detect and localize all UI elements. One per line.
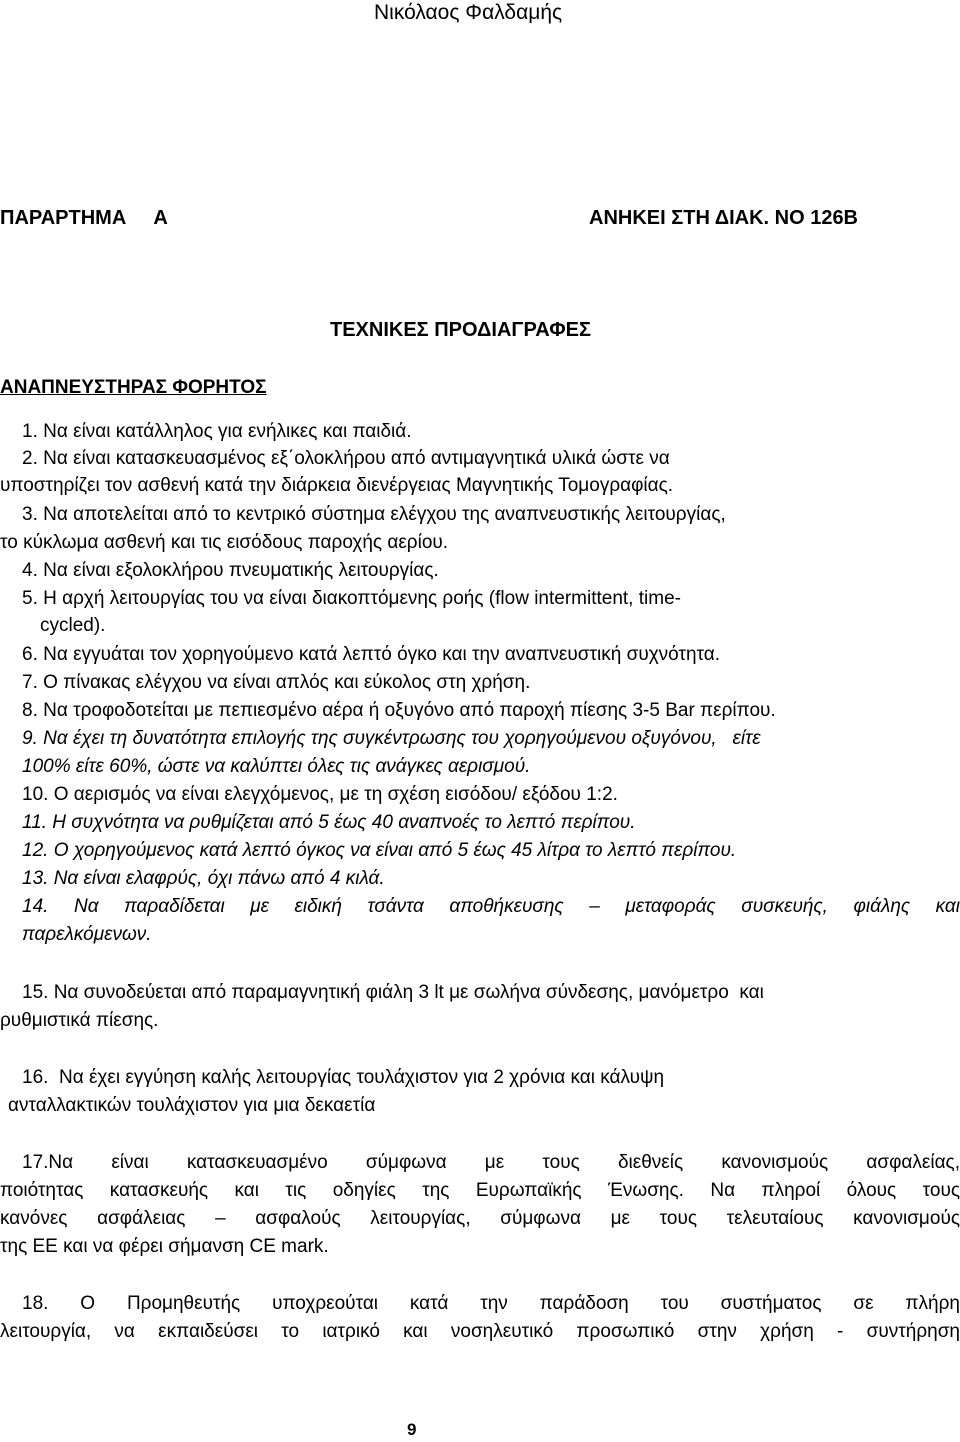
annex-label: ΠΑΡΑΡΤΗΜΑ Α [0,207,168,229]
list-item: 12. Ο χορηγούμενος κατά λεπτό όγκος να είναι από 5 έως 45 λίτρα το λεπτό περίπου. [22,840,737,861]
product-title: ΑΝΑΠΝΕΥΣΤΗΡΑΣ ΦΟΡΗΤΟΣ [0,377,267,398]
specs-title: ΤΕΧΝΙΚΕΣ ΠΡΟΔΙΑΓΡΑΦΕΣ [330,319,591,341]
list-item: 18. Ο Προμηθευτής υποχρεούται κατά την παράδοση του συστήματος σε πλήρη [22,1293,960,1314]
list-item: 2. Να είναι κατασκευασμένος εξ΄ολοκλήρου από αντιμαγνητικά υλικά ώστε να [22,448,670,469]
list-item: 13. Να είναι ελαφρύς, όχι πάνω από 4 κιλά. [22,868,385,889]
list-item: ποιότητας κατασκευής και τις οδηγίες της Ευρωπαϊκής Ένωσης. Να πληροί όλους τους [0,1180,960,1201]
author-name: Νικόλαος Φαλδαμής [374,1,563,24]
list-item: 3. Να αποτελείται από το κεντρικό σύστημα ελέγχου της αναπνευστικής λειτουργίας, [22,504,726,525]
list-item: ανταλλακτικών τουλάχιστον για μια δεκαετία [8,1095,376,1116]
list-item: 5. Η αρχή λειτουργίας του να είναι διακοπτόμενης ροής (flow intermittent, time- [22,588,681,609]
list-item: 6. Να εγγυάται τον χορηγούμενο κατά λεπτό όγκο και την αναπνευστική συχνότητα. [22,644,721,665]
list-item: 8. Να τροφοδοτείται με πεπιεσμένο αέρα ή οξυγόνο από παροχή πίεσης 3-5 Bar περίπου. [22,700,776,721]
list-item: το κύκλωμα ασθενή και τις εισόδους παροχής αερίου. [0,532,449,553]
list-item: λειτουργία, να εκπαιδεύσει το ιατρικό και νοσηλευτικό προσωπικό στην χρήση - συντήρηση [0,1321,960,1342]
list-item: 16. Να έχει εγγύηση καλής λειτουργίας τουλάχιστον για 2 χρόνια και κάλυψη [22,1067,665,1088]
list-item: της ΕΕ και να φέρει σήμανση CE mark. [0,1236,329,1257]
list-item: 15. Να συνοδεύεται από παραμαγνητική φιάλη 3 lt με σωλήνα σύνδεσης, μανόμετρο και [22,982,764,1003]
list-item: 17.Να είναι κατασκευασμένο σύμφωνα με τους διεθνείς κανονισμούς ασφαλείας, [22,1152,960,1173]
list-item: ρυθμιστικά πίεσης. [0,1010,159,1031]
page-number: 9 [407,1420,417,1439]
list-item: κανόνες ασφάλειας – ασφαλούς λειτουργίας, σύμφωνα με τους τελευταίους κανονισμούς [0,1208,960,1229]
tender-reference: ΑΝΗΚΕΙ ΣΤΗ ΔΙΑΚ. ΝΟ 126Β [589,207,859,229]
list-item: 4. Να είναι εξολοκλήρου πνευματικής λειτουργίας. [22,560,439,581]
list-item: 1. Να είναι κατάλληλος για ενήλικες και παιδιά. [22,421,412,442]
list-item: 100% είτε 60%, ώστε να καλύπτει όλες τις ανάγκες αερισμού. [22,756,531,777]
list-item: παρελκόμενων. [22,924,152,945]
list-item: υποστηρίζει τον ασθενή κατά την διάρκεια διενέργειας Μαγνητικής Τομογραφίας. [0,475,674,496]
list-item: 7. Ο πίνακας ελέγχου να είναι απλός και εύκολος στη χρήση. [22,672,531,693]
list-item: 11. Η συχνότητα να ρυθμίζεται από 5 έως 40 αναπνοές το λεπτό περίπου. [22,812,636,833]
list-item: 10. Ο αερισμός να είναι ελεγχόμενος, με τη σχέση εισόδου/ εξόδου 1:2. [22,784,618,805]
list-item: 14. Να παραδίδεται με ειδική τσάντα αποθήκευσης – μεταφοράς συσκευής, φιάλης και [22,896,960,917]
list-item: cycled). [40,615,106,636]
list-item: 9. Να έχει τη δυνατότητα επιλογής της συγκέντρωσης του χορηγούμενου οξυγόνου, είτε [22,728,761,749]
